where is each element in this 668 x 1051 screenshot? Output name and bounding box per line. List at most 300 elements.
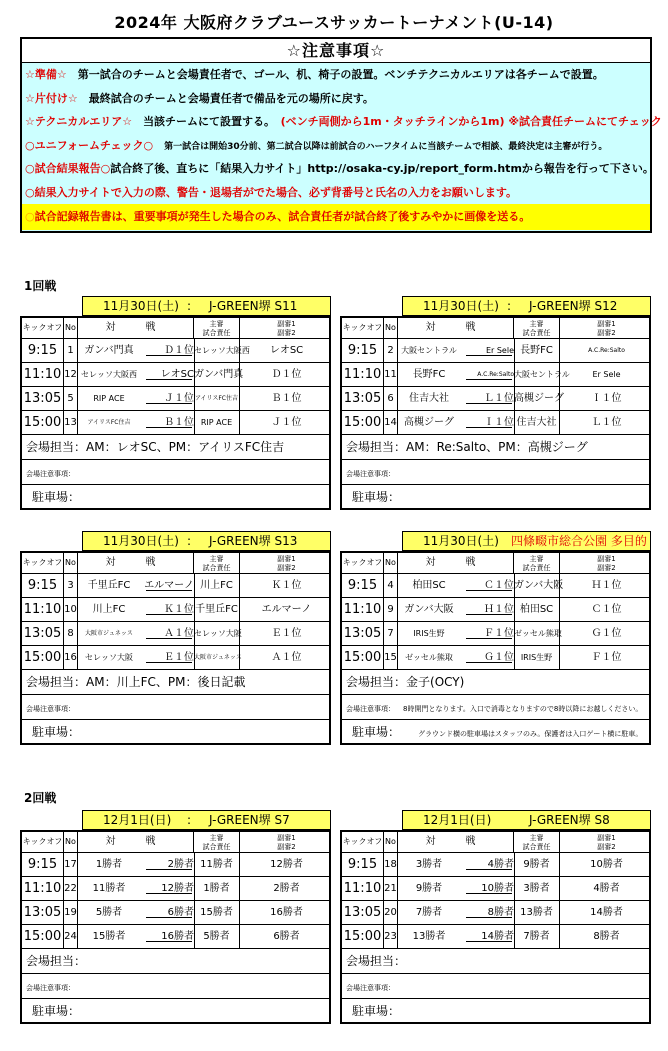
home-team: 千里丘FC [87, 580, 131, 591]
assistant-header [560, 832, 653, 852]
assistant-header [560, 553, 653, 573]
kickoff-time: 11:10 [22, 363, 64, 386]
match-header: 対 戦 [78, 318, 194, 338]
match-header: 対 戦 [398, 318, 514, 338]
match-no: 1 [64, 339, 78, 362]
match-row [342, 877, 649, 901]
assistant-team: 10勝者 [590, 859, 623, 870]
notice-text-red: (ベンチ両側から1m・タッチラインから1m) ※試合責任チームにてチェック [280, 115, 662, 128]
match-row [22, 646, 329, 670]
ref-header [194, 318, 240, 338]
parking-value: グラウンド横の駐車場はスタッフのみ。保護者は入口ゲート横に駐車。 [418, 730, 643, 738]
notes-label: 会場注意事項： [26, 705, 75, 713]
venue-parking [342, 485, 649, 510]
match-date: 12月1日(日) [423, 813, 492, 827]
schedule-table [20, 830, 331, 1024]
header-colon: : [187, 813, 192, 827]
assistant-team: エルマーノ [261, 604, 312, 615]
assistant-team: 8勝者 [593, 931, 620, 942]
page-title: 2024年 大阪府クラブユースサッカートーナメント(U-14) [114, 13, 554, 32]
home-team: 5勝者 [95, 907, 123, 918]
kickoff-time: 9:15 [22, 853, 64, 876]
notes-label: 会場注意事項： [26, 984, 75, 992]
kickoff-time: 9:15 [342, 853, 384, 876]
ref-a2-label: 副審2 [597, 564, 616, 572]
referee-team: 9勝者 [514, 853, 560, 876]
ref-header [514, 553, 560, 573]
notice-key: ☆片付け☆ [25, 91, 78, 105]
away-team-cell [140, 339, 194, 362]
home-team: 3勝者 [415, 859, 443, 870]
home-team: 大阪市ジュネッス [85, 630, 133, 637]
away-team: 8勝者 [487, 907, 514, 918]
home-team: セレッソ大阪 [85, 653, 133, 662]
away-team: 6勝者 [167, 907, 194, 918]
staff-value: AM：Re:Salto、PM：高槻ジーグ [406, 440, 588, 454]
away-team: Ｈ１位 [484, 604, 514, 615]
assistant-team: Ｄ１位 [271, 369, 302, 380]
referee-team: 長野FC [514, 339, 560, 362]
match-row [22, 925, 329, 949]
ref-resp-label: 試合責任 [522, 329, 551, 337]
assistant-header [240, 553, 333, 573]
match-no: 3 [64, 574, 78, 597]
home-team: 住吉大社 [409, 393, 449, 404]
staff-label: 会場担当： [26, 954, 87, 968]
match-no: 9 [384, 598, 398, 621]
away-team: Ｅ１位 [164, 652, 194, 663]
schedule-table [20, 551, 331, 745]
match-no: 6 [384, 387, 398, 410]
parking-label: 駐車場： [352, 1004, 401, 1018]
ref-main-label: 主審 [209, 555, 224, 563]
block-header [402, 810, 651, 830]
kickoff-time: 9:15 [342, 339, 384, 362]
notice-key: ○ [25, 210, 35, 223]
match-row [342, 411, 649, 435]
staff-label: 会場担当： [346, 675, 407, 689]
notice-text: 試合終了後、直ちに「結果入力サイト」http://osaka-cy.jp/report_form.htmから報告を行って下さい。 [110, 162, 654, 175]
match-row [22, 877, 329, 901]
match-no: 14 [384, 411, 398, 434]
staff-label: 会場担当： [26, 440, 87, 454]
parking-label: 駐車場： [32, 490, 81, 504]
match-row [342, 901, 649, 925]
venue-notes [342, 695, 649, 720]
away-team-cell [460, 387, 514, 410]
home-team: セレッソ大阪西 [81, 370, 137, 379]
match-no: 8 [64, 622, 78, 645]
match-row [342, 339, 649, 363]
match-no: 16 [64, 646, 78, 669]
kickoff-time: 11:10 [342, 363, 384, 386]
referee-team: セレッソ大阪 [194, 622, 240, 645]
home-team: 13勝者 [412, 931, 446, 942]
away-team-cell [140, 411, 194, 434]
notice-line-record [22, 204, 650, 230]
staff-label: 会場担当： [346, 954, 407, 968]
match-row [22, 598, 329, 622]
header-colon: : [507, 299, 512, 313]
header-colon: : [187, 534, 192, 548]
assistant-team: Ｋ１位 [271, 580, 302, 591]
notice-line-prep [22, 63, 650, 87]
kickoff-header: キックオフ [22, 318, 64, 338]
home-team: 柏田SC [412, 580, 446, 591]
venue-notes [342, 460, 649, 485]
away-team-cell [140, 574, 194, 597]
notice-key: ☆準備☆ [25, 68, 67, 81]
venue-name: J-GREEN堺 S13 [209, 534, 298, 548]
round2-label: 2回戦 [24, 791, 57, 805]
assistant-team: 4勝者 [593, 883, 620, 894]
away-team-cell [460, 411, 514, 434]
kickoff-time: 9:15 [22, 574, 64, 597]
parking-label: 駐車場： [32, 725, 81, 739]
match-header: 対 戦 [78, 832, 194, 852]
match-no: 4 [384, 574, 398, 597]
ref-header [194, 553, 240, 573]
venue-name: J-GREEN堺 S11 [209, 299, 298, 313]
away-team-cell [460, 853, 514, 876]
parking-label: 駐車場： [352, 725, 401, 739]
venue-staff [22, 949, 329, 974]
staff-label: 会場担当： [26, 675, 87, 689]
block-header [82, 296, 331, 316]
staff-label: 会場担当： [346, 440, 407, 454]
referee-team: 11勝者 [194, 853, 240, 876]
kickoff-time: 13:05 [342, 901, 384, 924]
ref-a1-label: 副審1 [597, 555, 616, 563]
away-team-cell [140, 646, 194, 669]
table-header-row [342, 553, 649, 574]
referee-team: 柏田SC [514, 598, 560, 621]
notice-text: 最終試合のチームと会場責任者で備品を元の場所に戻す。 [88, 91, 374, 105]
assistant-team: レオSC [269, 345, 304, 356]
ref-a2-label: 副審2 [277, 564, 296, 572]
match-row [22, 363, 329, 387]
match-row [342, 387, 649, 411]
away-team: Ｄ１位 [164, 345, 194, 356]
match-no: 13 [64, 411, 78, 434]
home-team: 大阪セントラル [401, 346, 457, 355]
away-team: Ｌ１位 [484, 393, 514, 404]
ref-a2-label: 副審2 [597, 843, 616, 851]
kickoff-header: キックオフ [342, 832, 384, 852]
ref-resp-label: 試合責任 [202, 564, 231, 572]
notice-text: 第一試合のチームと会場責任者で、ゴール、机、椅子の設置。ベンチテクニカルエリアは各チームで設置。 [77, 68, 604, 81]
kickoff-time: 15:00 [22, 411, 64, 434]
no-header: No [64, 318, 78, 338]
away-team: 12勝者 [161, 883, 194, 894]
notice-line-cards [22, 181, 650, 205]
kickoff-time: 9:15 [22, 339, 64, 362]
away-team: 14勝者 [481, 931, 514, 942]
notice-key: ○結果入力サイトで入力の際、警告・退場者がでた場合、必ず背番号と氏名の入力をお願いします。 [25, 185, 517, 199]
kickoff-time: 15:00 [342, 925, 384, 948]
match-row [22, 901, 329, 925]
kickoff-time: 15:00 [22, 925, 64, 948]
notice-key: ☆テクニカルエリア☆ [25, 115, 133, 128]
notice-text: 当該チームにて設置する。 [143, 115, 270, 128]
home-team: ガンバ門真 [84, 345, 134, 356]
away-team-cell [140, 853, 194, 876]
away-team: Ａ１位 [164, 628, 194, 639]
away-team-cell [460, 574, 514, 597]
away-team: Ｆ１位 [484, 628, 514, 639]
match-no: 18 [384, 853, 398, 876]
match-no: 19 [64, 901, 78, 924]
match-row [22, 853, 329, 877]
venue-staff [342, 949, 649, 974]
assistant-team: Ｇ１位 [591, 628, 622, 639]
notice-heading: ☆注意事項☆ [22, 39, 650, 63]
ref-header [194, 832, 240, 852]
assistant-team: Ａ１位 [271, 652, 302, 663]
notes-value: 8時開門となります。入口で消毒となりますので8時以降にお越しください。 [403, 705, 643, 713]
away-team: エルマーノ [144, 580, 194, 591]
venue-notes [22, 974, 329, 999]
assistant-team: Ｊ１位 [271, 417, 302, 428]
header-colon: : [187, 299, 192, 313]
match-no: 23 [384, 925, 398, 948]
venue-staff [22, 670, 329, 695]
away-team: Ｋ１位 [164, 604, 194, 615]
match-no: 12 [64, 363, 78, 386]
assistant-header [560, 318, 653, 338]
ref-main-label: 主審 [529, 555, 544, 563]
referee-team: ガンバ大阪 [514, 574, 560, 597]
match-row [342, 646, 649, 670]
venue-parking [22, 720, 329, 745]
match-no: 17 [64, 853, 78, 876]
staff-value: AM：レオSC、PM：アイリスFC住吉 [86, 440, 285, 454]
away-team-cell [460, 646, 514, 669]
assistant-header [240, 318, 333, 338]
away-team-cell [140, 877, 194, 900]
match-row [22, 411, 329, 435]
assistant-team: 2勝者 [273, 883, 300, 894]
referee-team: RIP ACE [194, 411, 240, 434]
ref-main-label: 主審 [529, 834, 544, 842]
no-header: No [64, 832, 78, 852]
ref-resp-label: 試合責任 [522, 564, 551, 572]
away-team-cell [460, 598, 514, 621]
ref-a2-label: 副審2 [277, 329, 296, 337]
ref-header [514, 832, 560, 852]
home-team: ガンバ大阪 [404, 604, 454, 615]
assistant-team: Ｉ１位 [591, 393, 622, 404]
away-team-cell [140, 363, 194, 386]
kickoff-time: 15:00 [22, 646, 64, 669]
notice-line-uniform [22, 134, 650, 158]
match-row [22, 574, 329, 598]
ref-header [514, 318, 560, 338]
table-header-row [342, 832, 649, 853]
away-team-cell [460, 363, 514, 386]
assistant-team: 6勝者 [273, 931, 300, 942]
block-header [402, 531, 651, 551]
kickoff-header: キックオフ [342, 318, 384, 338]
kickoff-header: キックオフ [342, 553, 384, 573]
home-team: 長野FC [412, 369, 446, 380]
away-team: Ｊ１位 [164, 393, 194, 404]
referee-team: アイリスFC住吉 [194, 387, 240, 410]
block-header [82, 531, 331, 551]
notice-line-cleanup [22, 87, 650, 111]
referee-team: 住吉大社 [514, 411, 560, 434]
staff-value: AM：川上FC、PM：後日記載 [86, 675, 246, 689]
referee-team: 大阪セントラル [514, 363, 560, 386]
assistant-team: Er Sele [592, 370, 621, 379]
referee-team: ゼッセル熊取 [514, 622, 560, 645]
kickoff-time: 11:10 [22, 598, 64, 621]
match-date: 11月30日(土) [423, 299, 499, 313]
match-no: 22 [64, 877, 78, 900]
referee-team: 1勝者 [194, 877, 240, 900]
match-no: 2 [384, 339, 398, 362]
round1-label: 1回戦 [24, 279, 57, 293]
match-date: 11月30日(土) [103, 299, 179, 313]
ref-resp-label: 試合責任 [522, 843, 551, 851]
venue-parking [342, 999, 649, 1024]
ref-a1-label: 副審1 [597, 320, 616, 328]
schedule-table [340, 830, 651, 1024]
venue-parking [22, 485, 329, 510]
venue-staff [342, 670, 649, 695]
home-team: 11勝者 [92, 883, 126, 894]
away-team-cell [460, 901, 514, 924]
away-team: Ｂ１位 [164, 417, 194, 428]
schedule-table [20, 316, 331, 510]
table-header-row [22, 553, 329, 574]
match-no: 11 [384, 363, 398, 386]
referee-team: 千里丘FC [194, 598, 240, 621]
match-no: 21 [384, 877, 398, 900]
away-team-cell [460, 877, 514, 900]
home-team: 高槻ジーグ [404, 417, 454, 428]
assistant-team: Ｆ１位 [591, 652, 622, 663]
ref-resp-label: 試合責任 [202, 843, 231, 851]
table-header-row [22, 318, 329, 339]
kickoff-header: キックオフ [22, 832, 64, 852]
table-header-row [22, 832, 329, 853]
assistant-team: Ｃ１位 [591, 604, 622, 615]
assistant-team: Ｂ１位 [271, 393, 302, 404]
assistant-team: 14勝者 [590, 907, 623, 918]
match-row [22, 339, 329, 363]
ref-resp-label: 試合責任 [202, 329, 231, 337]
away-team-cell [140, 901, 194, 924]
away-team: レオSC [160, 369, 194, 380]
away-team: 2勝者 [167, 859, 194, 870]
away-team: Ｇ１位 [484, 652, 514, 663]
away-team: A.C.Re:Salto [477, 371, 514, 378]
referee-team: 15勝者 [194, 901, 240, 924]
match-header: 対 戦 [398, 832, 514, 852]
venue-name: J-GREEN堺 S7 [209, 813, 290, 827]
ref-a2-label: 副審2 [597, 329, 616, 337]
home-team: アイリスFC住吉 [87, 419, 131, 426]
away-team-cell [460, 622, 514, 645]
notes-label: 会場注意事項： [346, 470, 395, 478]
kickoff-time: 11:10 [342, 598, 384, 621]
referee-team: 7勝者 [514, 925, 560, 948]
venue-name: J-GREEN堺 S8 [529, 813, 610, 827]
away-team-cell [140, 598, 194, 621]
kickoff-header: キックオフ [22, 553, 64, 573]
assistant-team: Ｈ１位 [591, 580, 622, 591]
notes-label: 会場注意事項： [26, 470, 75, 478]
match-no: 20 [384, 901, 398, 924]
assistant-header [240, 832, 333, 852]
match-no: 7 [384, 622, 398, 645]
home-team: 15勝者 [92, 931, 126, 942]
assistant-team: Ｌ１位 [591, 417, 622, 428]
venue-name: 四條畷市総合公園 多目的 [511, 534, 647, 548]
home-team: IRIS生野 [413, 629, 445, 638]
notice-key: ○ユニフォームチェック○ [25, 138, 154, 152]
notes-label: 会場注意事項： [346, 984, 395, 992]
venue-notes [22, 695, 329, 720]
away-team: 16勝者 [161, 931, 194, 942]
referee-team: 大阪市ジュネッス [194, 646, 240, 669]
notice-text: 試合記録報告書は、重要事項が発生した場合のみ、試合責任者が試合終了後すみやかに画像を送る。 [34, 210, 531, 223]
block-header [82, 810, 331, 830]
kickoff-time: 13:05 [342, 387, 384, 410]
kickoff-time: 11:10 [22, 877, 64, 900]
match-date: 11月30日(土) [103, 534, 179, 548]
no-header: No [384, 553, 398, 573]
kickoff-time: 13:05 [22, 622, 64, 645]
match-row [22, 622, 329, 646]
match-row [342, 925, 649, 949]
away-team: 4勝者 [487, 859, 514, 870]
match-row [342, 574, 649, 598]
schedule-table [340, 551, 651, 745]
assistant-team: A.C.Re:Salto [588, 347, 625, 354]
kickoff-time: 15:00 [342, 411, 384, 434]
ref-main-label: 主審 [209, 320, 224, 328]
venue-staff [342, 435, 649, 460]
match-date: 12月1日(日) [103, 813, 172, 827]
referee-team: 川上FC [194, 574, 240, 597]
match-row [342, 598, 649, 622]
match-no: 5 [64, 387, 78, 410]
home-team: 1勝者 [95, 859, 123, 870]
venue-staff [22, 435, 329, 460]
staff-value: 金子(OCY) [406, 675, 465, 689]
kickoff-time: 13:05 [342, 622, 384, 645]
ref-a2-label: 副審2 [277, 843, 296, 851]
notice-line-report [22, 157, 654, 181]
match-row [342, 363, 649, 387]
table-header-row [342, 318, 649, 339]
assistant-team: 16勝者 [270, 907, 303, 918]
venue-name: J-GREEN堺 S12 [529, 299, 618, 313]
ref-a1-label: 副審1 [277, 834, 296, 842]
block-header [402, 296, 651, 316]
ref-a1-label: 副審1 [277, 320, 296, 328]
venue-parking [22, 999, 329, 1024]
home-team: 7勝者 [415, 907, 443, 918]
ref-main-label: 主審 [529, 320, 544, 328]
no-header: No [384, 832, 398, 852]
referee-team: 高槻ジーグ [514, 387, 560, 410]
referee-team: 3勝者 [514, 877, 560, 900]
match-row [342, 622, 649, 646]
ref-main-label: 主審 [209, 834, 224, 842]
